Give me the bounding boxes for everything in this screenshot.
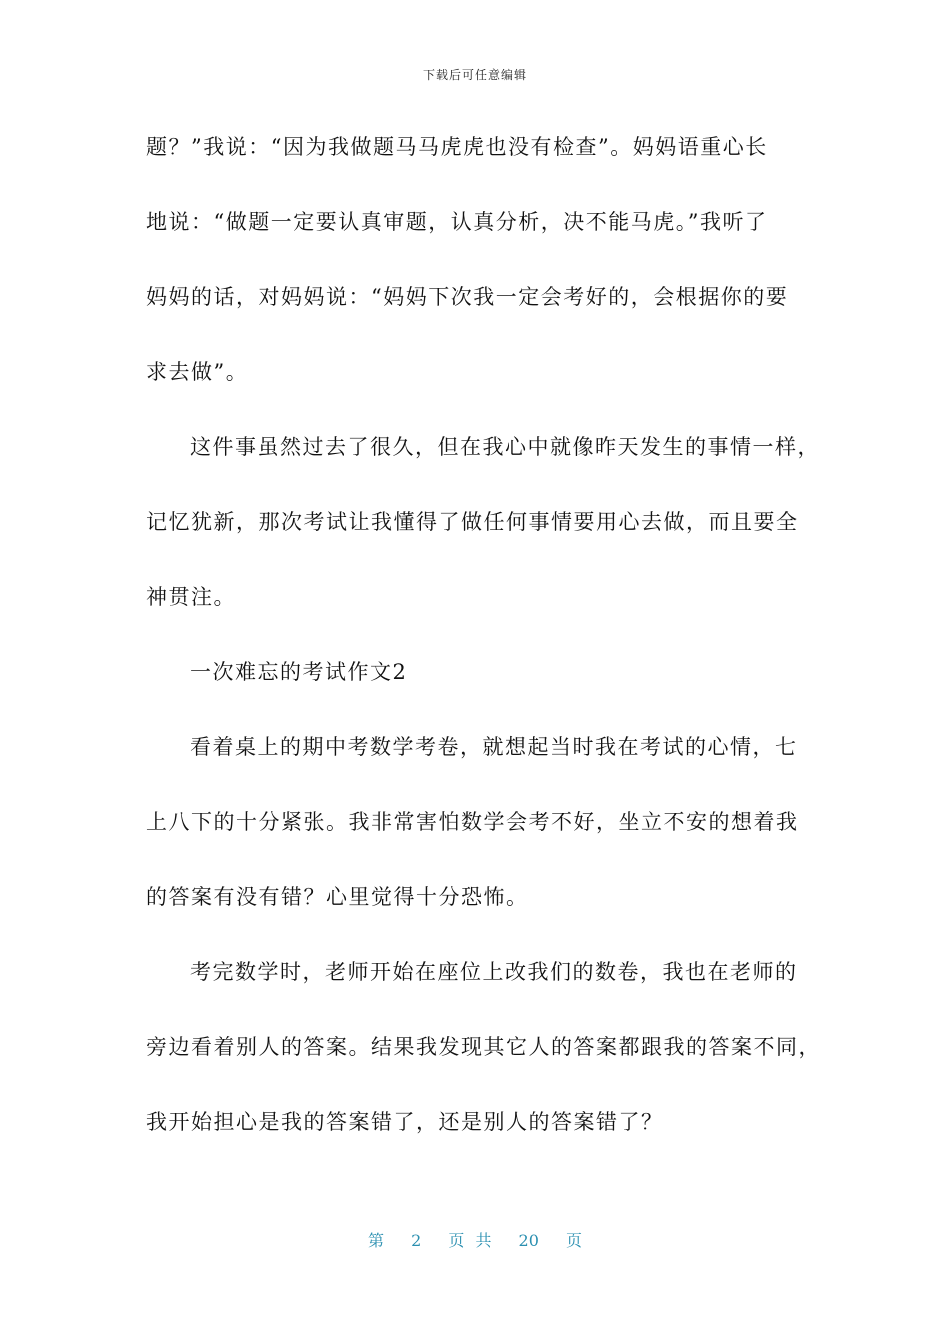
text-line: 的答案有没有错？心里觉得十分恐怖。: [146, 885, 529, 909]
text-line: 上八下的十分紧张。我非常害怕数学会考不好，坐立不安的想着我: [146, 810, 799, 834]
footer-prefix: 第: [367, 1231, 384, 1250]
text-line: 妈妈的话，对妈妈说：“妈妈下次我一定会考好的，会根据你的要: [146, 285, 789, 309]
text-line: 神贯注。: [146, 585, 236, 609]
text-line: 我开始担心是我的答案错了，还是别人的答案错了？: [146, 1110, 664, 1134]
text-line: 旁边看着别人的答案。结果我发现其它人的答案都跟我的答案不同，: [146, 1035, 821, 1059]
page-header: 下载后可任意编辑: [422, 68, 527, 82]
paragraph-start-line: 看着桌上的期中考数学考卷，就想起当时我在考试的心情，七: [190, 735, 798, 759]
footer-mid: 页 共: [448, 1231, 492, 1250]
section-title: 一次难忘的考试作文2: [190, 660, 408, 684]
page-footer: [0, 1228, 950, 1251]
text-line: 求去做”。: [146, 360, 249, 384]
paragraph-start-line: 这件事虽然过去了很久，但在我心中就像昨天发生的事情一样，: [190, 435, 820, 459]
document-body: [146, 124, 821, 1174]
paragraph-start-line: 考完数学时，老师开始在座位上改我们的数卷，我也在老师的: [190, 960, 798, 984]
text-line: 记忆犹新，那次考试让我懂得了做任何事情要用心去做，而且要全: [146, 510, 799, 534]
text-line: 地说：“做题一定要认真审题，认真分析，决不能马虎。”我听了: [146, 210, 768, 234]
footer-suffix: 页: [566, 1231, 583, 1250]
total-pages: 20: [518, 1231, 539, 1250]
text-line: 题？”我说：“因为我做题马马虎虎也没有检查”。妈妈语重心长: [146, 135, 768, 159]
page-number: 2: [411, 1231, 422, 1250]
